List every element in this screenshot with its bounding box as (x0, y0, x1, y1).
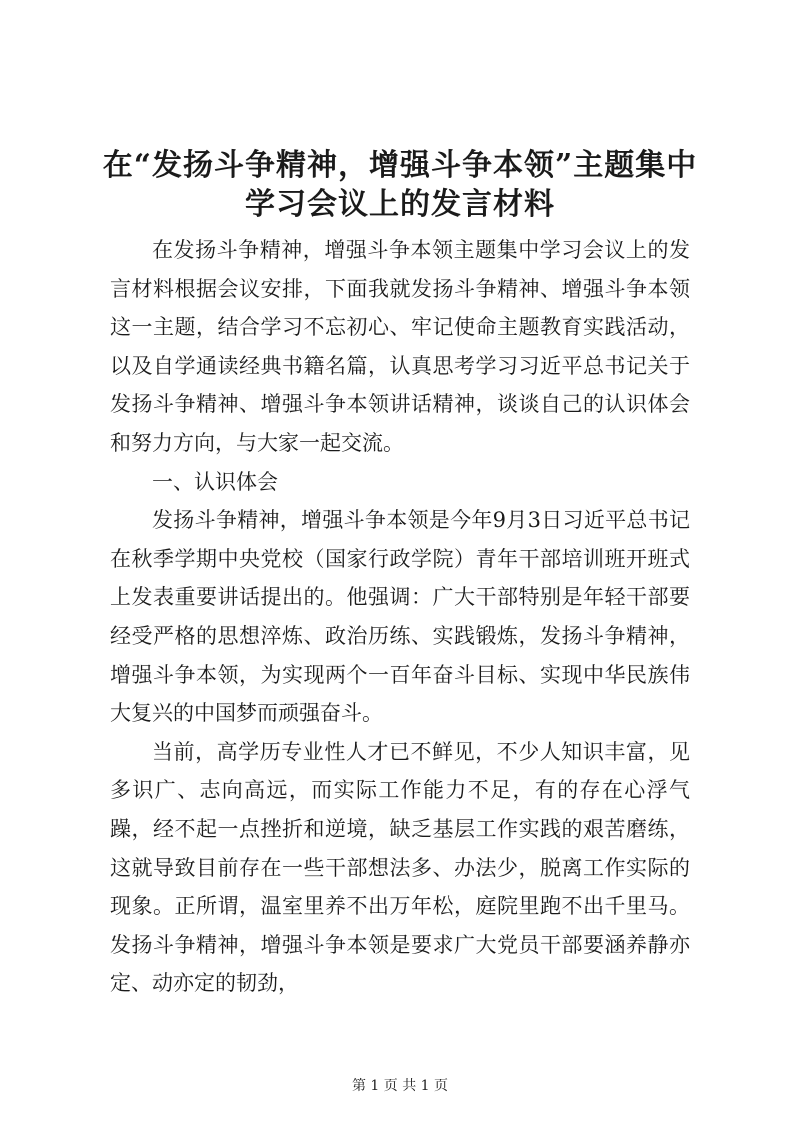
paragraph-current-situation: 当前，高学历专业性人才已不鲜见，不少人知识丰富，见多识广、志向高远，而实际工作能力不足，有的存在心浮气躁，经不起一点挫折和逆境，缺乏基层工作实践的艰苦磨练，这就导致目前存在一些干部想法多、办法少，脱离工作实际的现象。正所谓，温室里养不出万年松，庭院里跑不出千里马。发扬斗争精神，增强斗争本领是要求广大党员干部要涵养静亦定、动亦定的韧劲， (110, 739, 690, 996)
paragraph-intro: 在发扬斗争精神，增强斗争本领主题集中学习会议上的发言材料根据会议安排，下面我就发扬斗争精神、增强斗争本领这一主题，结合学习不忘初心、牢记使命主题教育实践活动，以及自学通读经典书籍名篇，认真思考学习习近平总书记关于发扬斗争精神、增强斗争本领讲话精神，谈谈自己的认识体会和努力方向，与大家一起交流。 (110, 238, 690, 455)
document-body (110, 231, 690, 1003)
page-footer: 第 1 页 共 1 页 (351, 1078, 449, 1094)
section-heading: 一、认识体会 (152, 469, 278, 494)
paragraph-background: 发扬斗争精神，增强斗争本领是今年9月3日习近平总书记在秋季学期中央党校（国家行政学院）青年干部培训班开班式上发表重要讲话提出的。他强调：广大干部特别是年轻干部要经受严格的思想淬炼、政治历练、实践锻炼，发扬斗争精神，增强斗争本领，为实现两个一百年奋斗目标、实现中华民族伟大复兴的中国梦而顽强奋斗。 (110, 508, 690, 726)
document-title-line-1: 在“发扬斗争精神，增强斗争本领”主题集中 (102, 148, 698, 183)
document-title-line-2: 学习会议上的发言材料 (245, 187, 555, 222)
